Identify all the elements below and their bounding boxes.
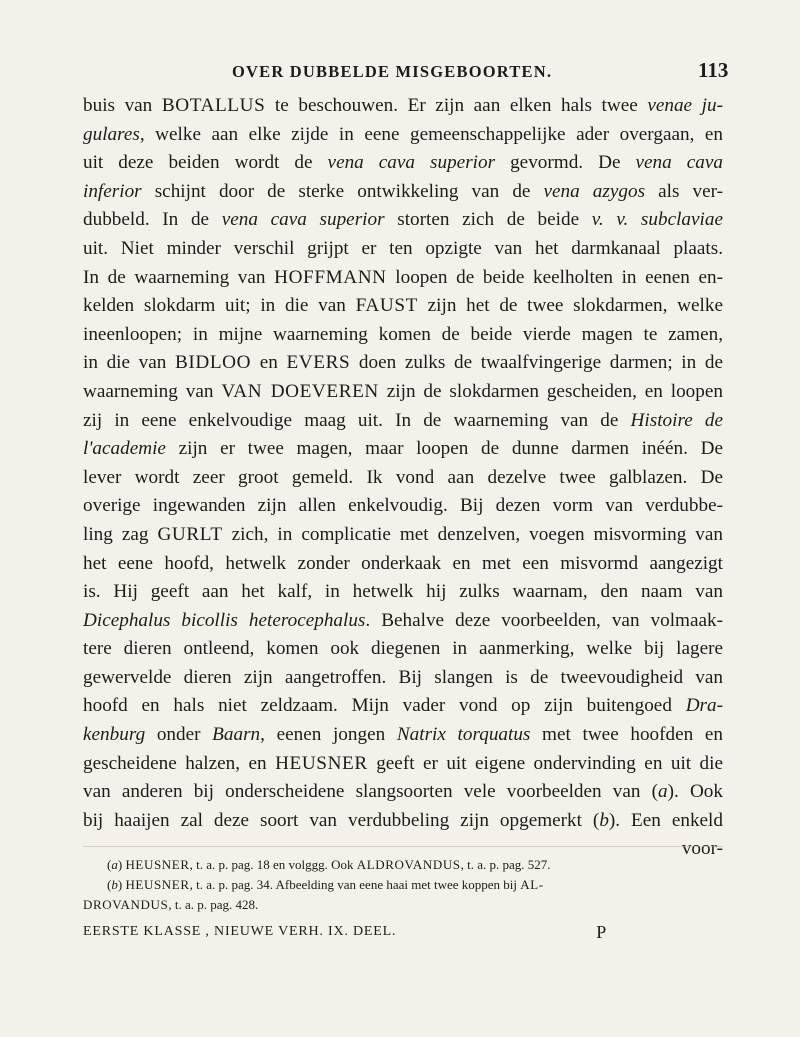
signature-mark: P: [596, 922, 607, 942]
text-line: waarneming van VAN DOEVEREN zijn de slokdarmen gescheiden, en loopen: [83, 380, 723, 402]
text-line: In de waarneming van HOFFMANN loopen de beide keelholten in eenen en-: [83, 266, 723, 288]
text-line: gescheidene halzen, en HEUSNER geeft er uit eigene ondervinding en uit die: [83, 752, 723, 774]
text-line: van anderen bij onderscheidene slangsoorten vele voorbeelden van (a). Ook: [83, 781, 723, 803]
page-header: [0, 58, 800, 86]
body-text: [83, 92, 723, 864]
catchword: voor-: [681, 838, 723, 860]
text-line: Dicephalus bicollis heterocephalus. Behalve deze voorbeelden, van volmaak-: [83, 609, 723, 631]
text-line: buis van BOTALLUS te beschouwen. Er zijn aan elken hals twee venae ju-: [83, 95, 723, 116]
text-line: dubbeld. In de vena cava superior storten zich de beide v. v. subclaviae: [83, 209, 723, 231]
footnote-b-continued: DROVANDUS, t. a. p. pag. 428.: [83, 897, 259, 912]
footnotes: [83, 855, 728, 915]
text-line: overige ingewanden zijn allen enkelvoudig. Bij dezen vorm van verdubbe-: [83, 495, 723, 517]
text-line: gulares, welke aan elke zijde in eene gemeenschappelijke ader overgaan, en: [83, 123, 723, 145]
text-line: hoofd en hals niet zeldzaam. Mijn vader vond op zijn buitengoed Dra-: [83, 695, 723, 717]
text-line: het eene hoofd, hetwelk zonder onderkaak en met een misvormd aangezigt: [83, 552, 723, 574]
text-line: bij haaijen zal deze soort van verdubbeling zijn opgemerkt (b). Een enkeld: [83, 809, 723, 831]
text-line: tere dieren ontleend, komen ook diegenen in aanmerking, welke bij lagere: [83, 638, 723, 660]
text-line: uit deze beiden wordt de vena cava superior gevormd. De vena cava: [83, 152, 723, 174]
text-line: gewervelde dieren zijn aangetroffen. Bij slangen is de tweevoudigheid van: [83, 666, 723, 688]
text-line: kenburg onder Baarn, eenen jongen Natrix torquatus met twee hoofden en: [83, 724, 723, 746]
text-line: ling zag GURLT zich, in complicatie met denzelven, voegen misvorming van: [83, 523, 723, 545]
text-line: ineenloopen; in mijne waarneming komen de beide vierde magen te zamen,: [83, 323, 723, 345]
text-line: kelden slokdarm uit; in die van FAUST zijn het de twee slokdarmen, welke: [83, 295, 723, 317]
footnote-a: (a) HEUSNER, t. a. p. pag. 18 en volggg. Ook ALDROVANDUS, t. a. p. pag. 527.: [107, 857, 551, 872]
signature-text: EERSTE KLASSE , NIEUWE VERH. IX. DEEL.: [83, 924, 397, 939]
text-line: uit. Niet minder verschil grijpt er ten opzigte van het darmkanaal plaats.: [83, 237, 723, 259]
text-line: in die van BIDLOO en EVERS doen zulks de twaalfvingerige darmen; in de: [83, 352, 723, 374]
printer-signature: [83, 924, 723, 940]
text-line: l'academie zijn er twee magen, maar loopen de dunne darmen inéén. De: [83, 438, 723, 460]
text-line: inferior schijnt door de sterke ontwikkeling van de vena azygos als ver-: [83, 180, 723, 202]
text-line: is. Hij geeft aan het kalf, in hetwelk hij zulks waarnam, den naam van: [83, 581, 723, 603]
page-number: 113: [698, 58, 729, 82]
footnote-divider: [83, 846, 723, 847]
running-head: OVER DUBBELDE MISGEBOORTEN.: [232, 62, 553, 81]
footnote-b: (b) HEUSNER, t. a. p. pag. 34. Afbeelding van eene haai met twee koppen bij AL-: [107, 877, 544, 892]
text-line: zij in eene enkelvoudige maag uit. In de waarneming van de Histoire de: [83, 409, 723, 431]
text-line: lever wordt zeer groot gemeld. Ik vond aan dezelve twee galblazen. De: [83, 466, 723, 488]
